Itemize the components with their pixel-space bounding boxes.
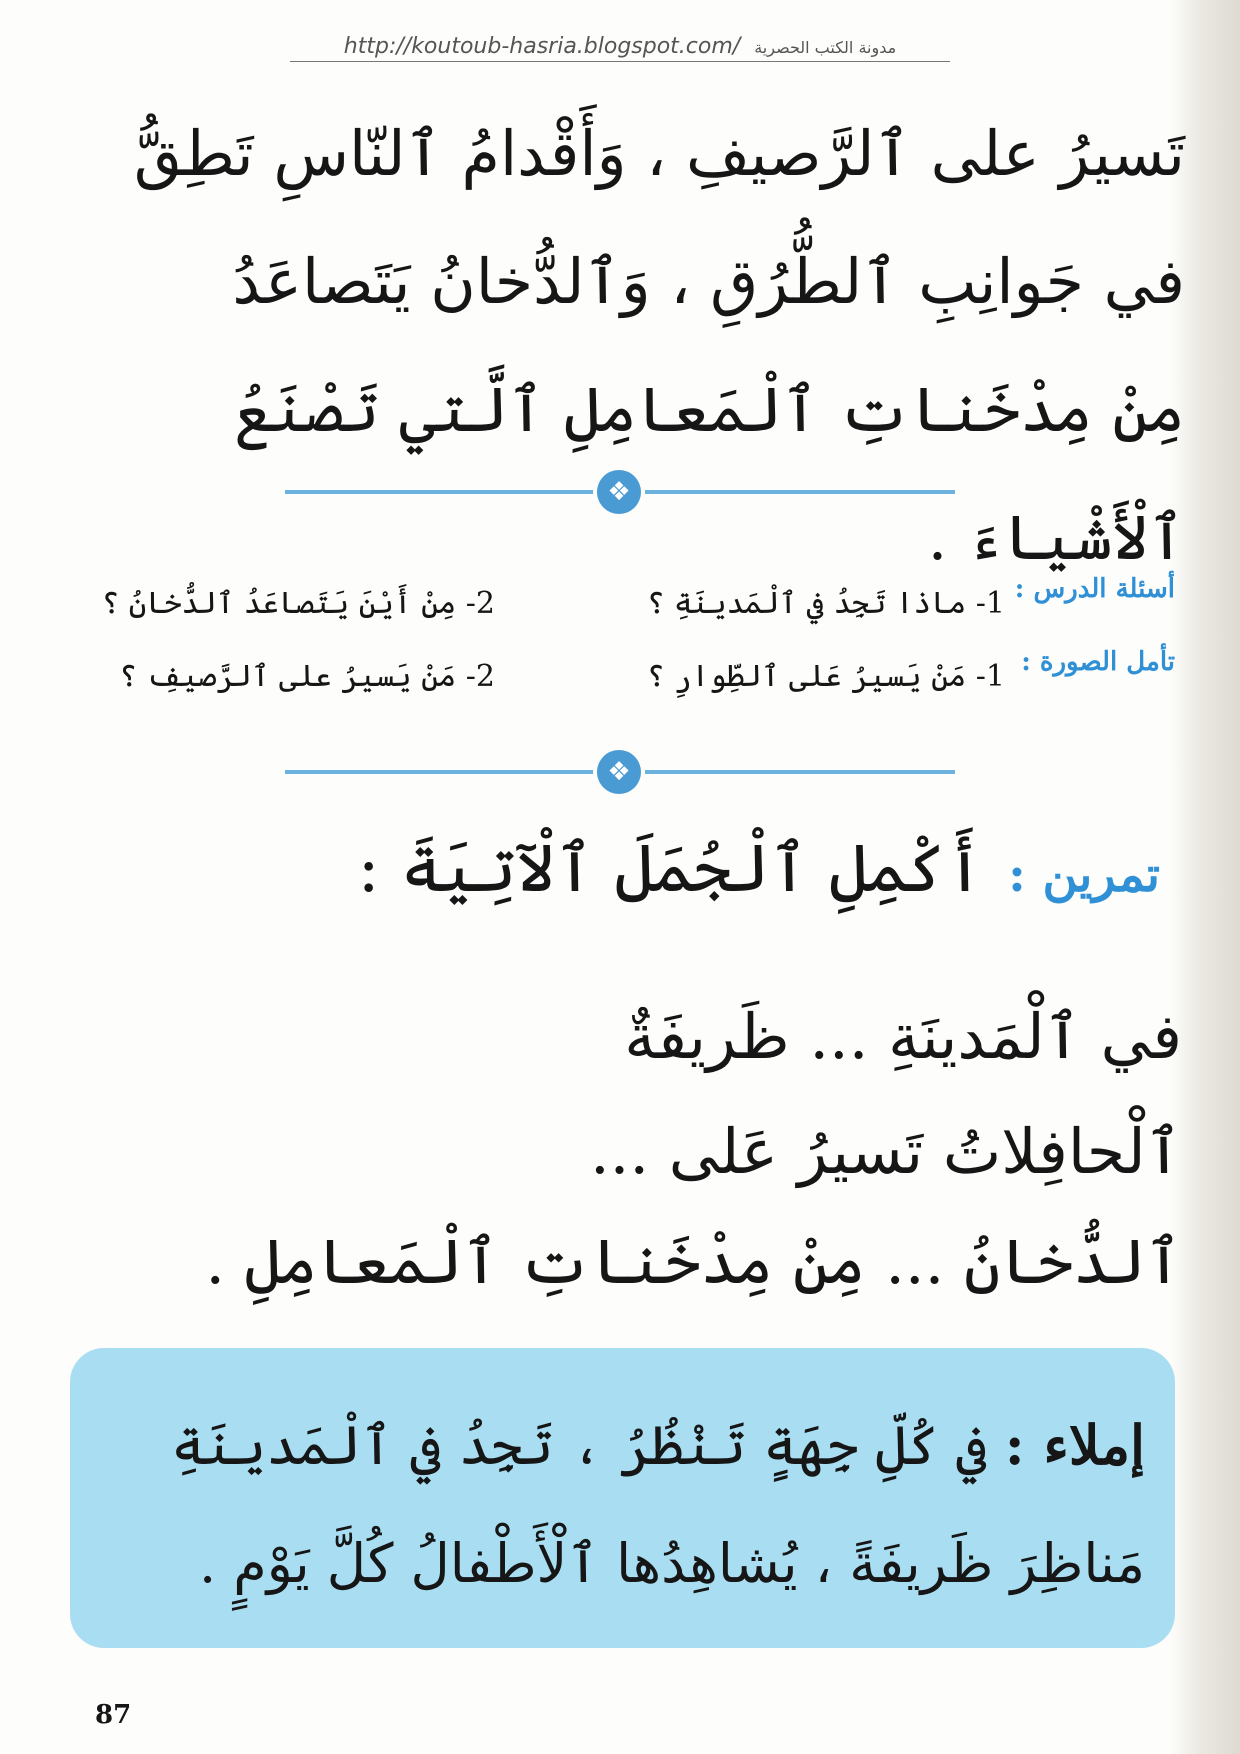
blog-name: مدونة الكتب الحصرية (754, 38, 897, 57)
exercise-line-1: في ٱلْمَدينَةِ ... ظَريفَةٌ (624, 1000, 1182, 1073)
dictation-line-2: مَناظِرَ ظَريفَةً ، يُشاهِدُها ٱلْأَطْفالُ كُلَّ يَوْمٍ . (198, 1532, 1145, 1595)
exercise-title: أَكْمِلِ ٱلْجُمَلَ ٱلْآتِيَةَ : (357, 830, 985, 907)
exercise-line-3: ٱلدُّخانُ ... مِنْ مِدْخَناتِ ٱلْمَعامِلِ . (205, 1225, 1182, 1298)
exercise-heading (357, 830, 1160, 907)
blog-header (290, 34, 950, 62)
ornament-icon: ❖ (597, 470, 641, 514)
passage-line: تَسيرُ على ٱلرَّصيفِ ، وَأَقْدامُ ٱلنّاسِ تَطِقُّ (133, 117, 1185, 190)
page-number: 87 (95, 1700, 132, 1730)
dictation-label: إملاء : (1004, 1413, 1145, 1477)
picture-questions-label: تأمل الصورة : (1021, 647, 1175, 677)
dictation-sentence-1: في كُلِّ جِهَةٍ تَنْظُرُ ، تَجِدُ في ٱلْمَدينَةِ (171, 1414, 988, 1477)
exercise-label: تمرين : (1008, 847, 1160, 903)
picture-question-2: 2- مَنْ يَسيرُ على ٱلرَّصيفِ ؟ (119, 659, 495, 694)
passage-line: مِنْ مِدْخَناتِ ٱلْمَعامِلِ ٱلَّتي تَصْنَعُ ٱلْأَشْياءَ . (234, 373, 1185, 574)
lesson-questions-label: أسئلة الدرس : (1014, 574, 1175, 604)
ornament-icon: ❖ (597, 750, 641, 794)
dictation-box (70, 1348, 1175, 1648)
exercise-line-2: ٱلْحافِلاتُ تَسيرُ عَلى ... (589, 1115, 1182, 1188)
lesson-question-1: 1- ماذا تَجِدُ في ٱلْمَدينَةِ ؟ (646, 586, 1005, 621)
dictation-line-1 (95, 1386, 1145, 1505)
dictation-text (95, 1386, 1145, 1623)
picture-questions (30, 647, 1175, 715)
lesson-question-2: 2- مِنْ أَيْنَ يَتَصاعَدُ ٱلدُّخانُ ؟ (101, 586, 495, 621)
section-divider (285, 477, 955, 507)
picture-question-1: 1- مَنْ يَسيرُ عَلى ٱلطِّوارِ ؟ (646, 659, 1005, 694)
passage-line: في جَوانِبِ ٱلطُّرُقِ ، وَٱلدُّخانُ يَتَصاعَدُ (232, 245, 1185, 318)
reading-passage (40, 90, 1185, 602)
blog-url[interactable]: http://koutoub-hasria.blogspot.com/ (343, 34, 741, 59)
section-divider (285, 757, 955, 787)
lesson-questions (30, 574, 1175, 642)
